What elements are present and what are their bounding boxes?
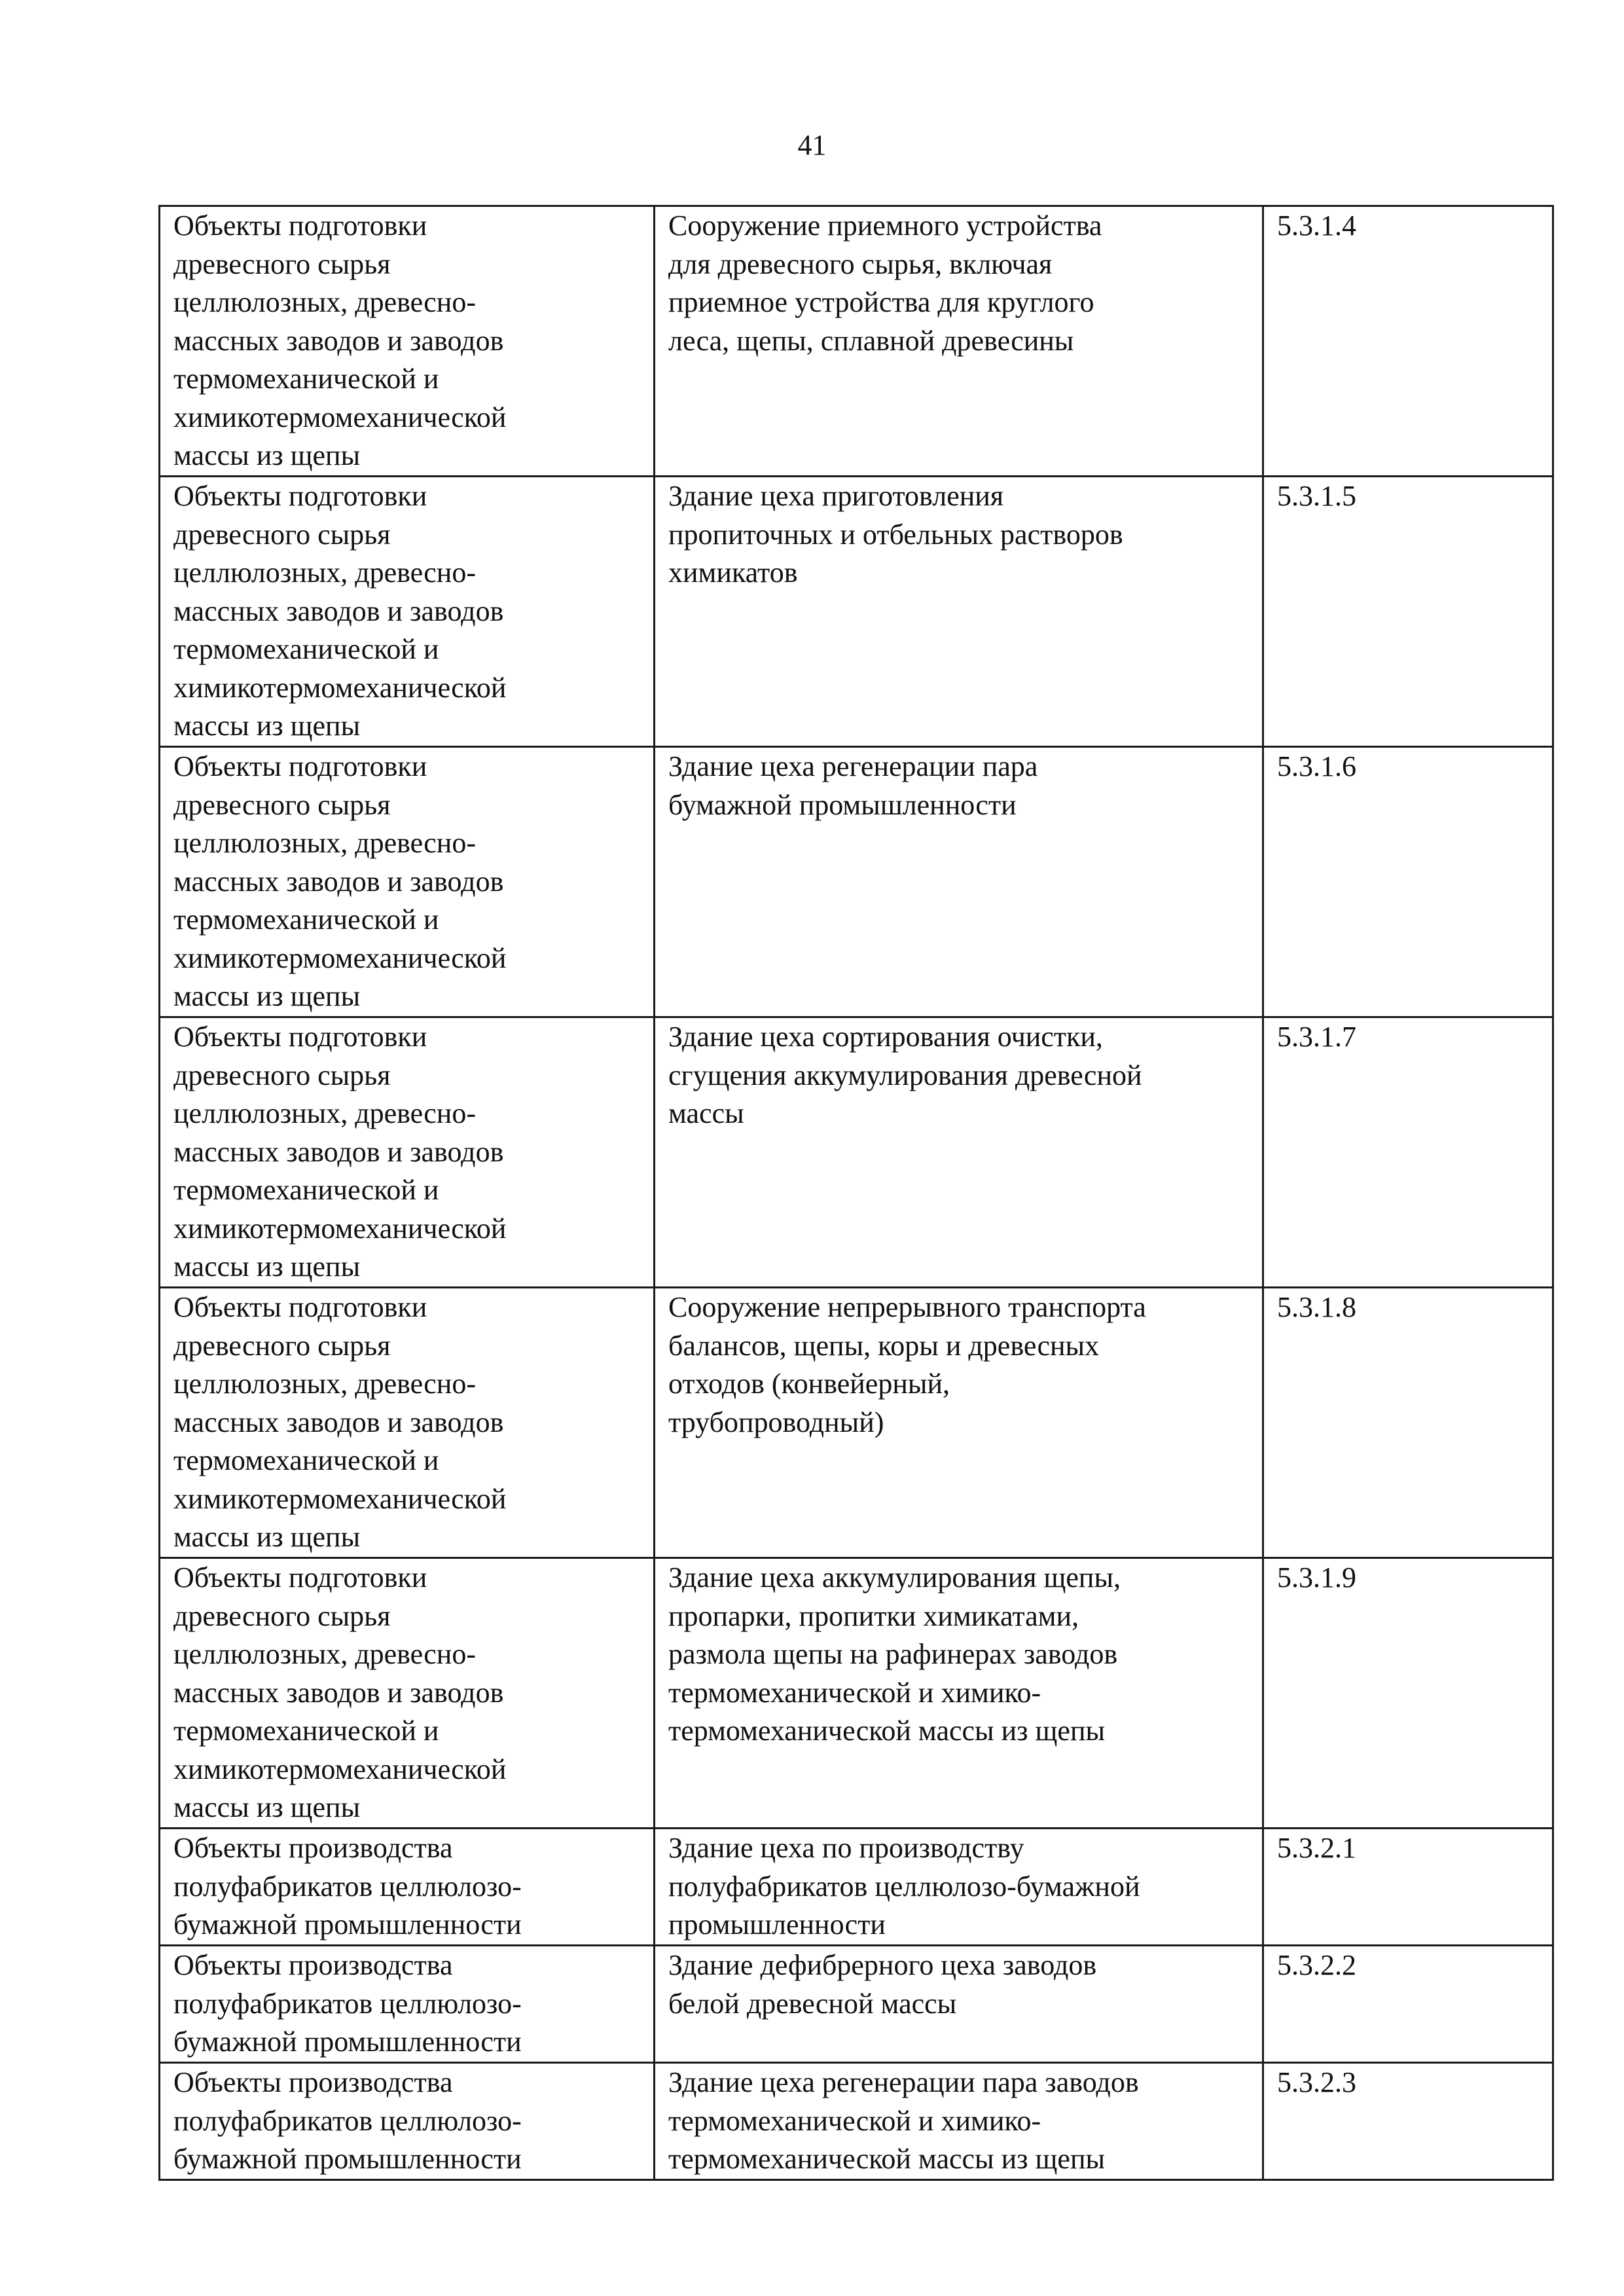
table-row xyxy=(160,1017,1553,1288)
code-cell: 5.3.2.2 xyxy=(1263,1946,1553,2063)
code-cell: 5.3.1.4 xyxy=(1263,206,1553,477)
table-row xyxy=(160,1288,1553,1558)
table-row xyxy=(160,206,1553,477)
object-cell: Объекты производства полуфабрикатов целлюлозо- бумажной промышленности xyxy=(160,2063,655,2180)
object-cell: Объекты подготовки древесного сырья целлюлозных, древесно- массных заводов и заводов термомеханической и химикотермомеханической массы из щепы xyxy=(160,1558,655,1829)
table-row xyxy=(160,1558,1553,1829)
code-cell: 5.3.1.9 xyxy=(1263,1558,1553,1829)
building-cell: Здание цеха регенерации пара бумажной промышленности xyxy=(655,747,1263,1017)
object-cell: Объекты производства полуфабрикатов целлюлозо- бумажной промышленности xyxy=(160,1829,655,1946)
building-cell: Сооружение приемного устройства для древесного сырья, включая приемное устройства для круглого леса, щепы, сплавной древесины xyxy=(655,206,1263,477)
building-cell: Сооружение непрерывного транспорта балансов, щепы, коры и древесных отходов (конвейерный, трубопроводный) xyxy=(655,1288,1263,1558)
code-cell: 5.3.1.5 xyxy=(1263,477,1553,747)
building-cell: Здание цеха сортирования очистки, сгущения аккумулирования древесной массы xyxy=(655,1017,1263,1288)
table-row xyxy=(160,1946,1553,2063)
code-cell: 5.3.1.7 xyxy=(1263,1017,1553,1288)
page-number: 41 xyxy=(797,129,827,161)
building-cell: Здание дефибрерного цеха заводов белой древесной массы xyxy=(655,1946,1263,2063)
table-row xyxy=(160,477,1553,747)
object-cell: Объекты подготовки древесного сырья целлюлозных, древесно- массных заводов и заводов термомеханической и химикотермомеханической массы из щепы xyxy=(160,477,655,747)
object-cell: Объекты производства полуфабрикатов целлюлозо- бумажной промышленности xyxy=(160,1946,655,2063)
classification-table xyxy=(158,205,1554,2181)
building-cell: Здание цеха регенерации пара заводов термомеханической и химико- термомеханической массы из щепы xyxy=(655,2063,1263,2180)
table-row xyxy=(160,747,1553,1017)
table-row xyxy=(160,1829,1553,1946)
building-cell: Здание цеха по производству полуфабрикатов целлюлозо-бумажной промышленности xyxy=(655,1829,1263,1946)
object-cell: Объекты подготовки древесного сырья целлюлозных, древесно- массных заводов и заводов термомеханической и химикотермомеханической массы из щепы xyxy=(160,747,655,1017)
code-cell: 5.3.1.8 xyxy=(1263,1288,1553,1558)
code-cell: 5.3.2.3 xyxy=(1263,2063,1553,2180)
object-cell: Объекты подготовки древесного сырья целлюлозных, древесно- массных заводов и заводов термомеханической и химикотермомеханической массы из щепы xyxy=(160,1017,655,1288)
code-cell: 5.3.1.6 xyxy=(1263,747,1553,1017)
building-cell: Здание цеха аккумулирования щепы, пропарки, пропитки химикатами, размола щепы на рафинерах заводов термомеханической и химико- термомеханической массы из щепы xyxy=(655,1558,1263,1829)
object-cell: Объекты подготовки древесного сырья целлюлозных, древесно- массных заводов и заводов термомеханической и химикотермомеханической массы из щепы xyxy=(160,1288,655,1558)
code-cell: 5.3.2.1 xyxy=(1263,1829,1553,1946)
building-cell: Здание цеха приготовления пропиточных и отбельных растворов химикатов xyxy=(655,477,1263,747)
object-cell: Объекты подготовки древесного сырья целлюлозных, древесно- массных заводов и заводов термомеханической и химикотермомеханической массы из щепы xyxy=(160,206,655,477)
table-row xyxy=(160,2063,1553,2180)
